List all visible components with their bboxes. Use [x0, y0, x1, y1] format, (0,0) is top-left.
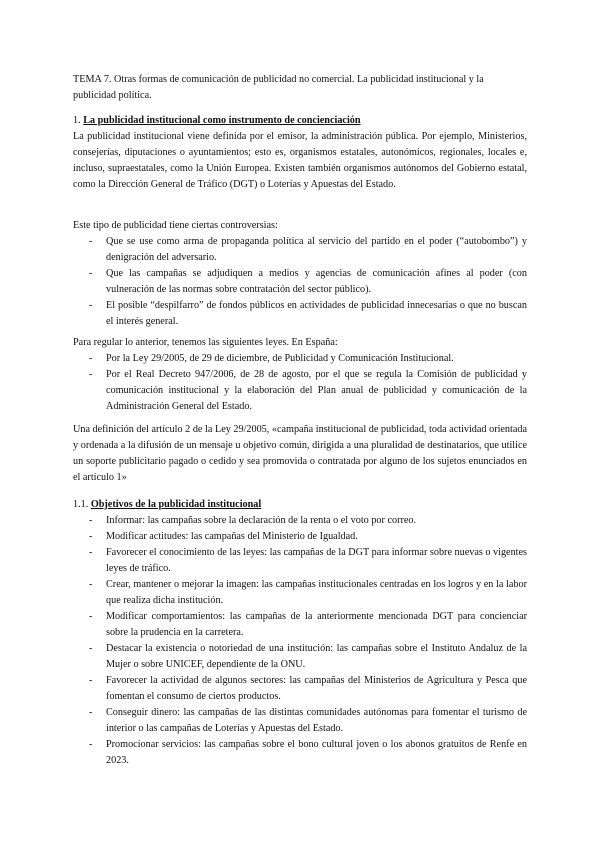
list-item — [73, 234, 527, 266]
controversies-lead — [73, 218, 527, 234]
laws-lead-text: Para regular lo anterior, tenemos las siguientes leyes. En España: — [73, 337, 338, 348]
list-item-text: Informar: las campañas sobre la declaración de la renta o el voto por correo. — [106, 515, 417, 526]
section-1-heading — [73, 113, 527, 129]
list-item-text: Que se use como arma de propaganda política al servicio del partido en el poder (“autobombo”) y denigración del adversario. — [106, 236, 527, 263]
bullet-dash: - — [89, 369, 93, 380]
bullet-dash: - — [89, 236, 93, 247]
section-1-1-heading — [73, 497, 527, 513]
definition-text: Una definición del artículo 2 de la Ley 29/2005, «campaña institucional de publicidad, toda actividad orientada y ordenada a la difusión de un mensaje u objetivo común, dirigida a una pluralidad de destinatarios, que utilice un soporte publicitario pagado o cedido y sea promovida o contratada por alguno de los sujetos enunciados en el artículo 1» — [73, 424, 527, 483]
section-1-number: 1. — [73, 115, 81, 126]
bullet-dash: - — [89, 611, 93, 622]
section-1-intro-text: La publicidad institucional viene definida por el emisor, la administración pública. Por ejemplo, Ministerios, consejerías, diputaciones o ayuntamientos; esto es, organismos estatales, autonómicos, regionales, locales e, incluso, supraestatales, como la Unión Europea. Existen también organismos autónomos del Gobierno estatal, como la Dirección General de Tráfico (DGT) o Loterías y Apuestas del Estado. — [73, 131, 527, 190]
list-item-text: Favorecer la actividad de algunos sectores: las campañas del Ministerios de Agricultura y Pesca que fomentan el consumo de ciertos productos. — [106, 675, 527, 702]
bullet-dash: - — [89, 643, 93, 654]
list-item-text: Promocionar servicios: las campañas sobre el bono cultural joven o los abonos gratuitos de Renfe en 2023. — [106, 739, 527, 766]
definition-paragraph — [73, 422, 527, 486]
list-item — [73, 609, 527, 641]
bullet-dash: - — [89, 707, 93, 718]
list-item — [73, 577, 527, 609]
bullet-dash: - — [89, 675, 93, 686]
list-item-text: Favorecer el conocimiento de las leyes: las campañas de la DGT para informar sobre nuevas o vigentes leyes de tráfico. — [106, 547, 527, 574]
list-item — [73, 529, 527, 545]
list-item — [73, 266, 527, 298]
list-item — [73, 737, 527, 769]
list-item — [73, 298, 527, 330]
list-item — [73, 351, 527, 367]
bullet-dash: - — [89, 579, 93, 590]
objectives-list — [73, 513, 527, 769]
list-item — [73, 641, 527, 673]
section-1-1-title: Objetivos de la publicidad institucional — [90, 499, 262, 510]
controversies-list — [73, 234, 527, 330]
list-item-text: Modificar actitudes: las campañas del Ministerio de Igualdad. — [106, 531, 358, 542]
list-item-text: El posible “despilfarro” de fondos públicos en actividades de publicidad innecesarias o que no buscan el interés general. — [106, 300, 527, 327]
bullet-dash: - — [89, 353, 93, 364]
list-item-text: Crear, mantener o mejorar la imagen: las campañas institucionales centradas en los logros y en la labor que realiza dicha institución. — [106, 579, 527, 606]
laws-list — [73, 351, 527, 415]
list-item — [73, 513, 527, 529]
section-1-intro — [73, 129, 527, 193]
bullet-dash: - — [89, 268, 93, 279]
bullet-dash: - — [89, 739, 93, 750]
bullet-dash: - — [89, 300, 93, 311]
list-item-text: Conseguir dinero: las campañas de las distintas comunidades autónomas para fomentar el turismo de interior o las campañas de Loterías y Apuestas del Estado. — [106, 707, 527, 734]
list-item-text: Que las campañas se adjudiquen a medios y agencias de comunicación afines al poder (con vulneración de las normas sobre contratación del sector público). — [106, 268, 527, 295]
document-header — [73, 72, 527, 104]
list-item-text: Por el Real Decreto 947/2006, de 28 de agosto, por el que se regula la Comisión de publicidad y comunicación institucional y la elaboración del Plan anual de publicidad y comunicación de la Administración General del Estado. — [106, 369, 527, 412]
bullet-dash: - — [89, 547, 93, 558]
list-item — [73, 367, 527, 415]
list-item-text: Modificar comportamientos: las campañas de la anteriormente mencionada DGT para concienciar sobre la prudencia en la carretera. — [106, 611, 527, 638]
controversies-lead-text: Este tipo de publicidad tiene ciertas controversias: — [73, 220, 278, 231]
list-item-text: Destacar la existencia o notoriedad de una institución: las campañas sobre el Instituto Andaluz de la Mujer o sobre UNICEF, dependiente de la ONU. — [106, 643, 527, 670]
bullet-dash: - — [89, 531, 93, 542]
section-1-title: La publicidad institucional como instrumento de concienciación — [83, 115, 361, 126]
laws-lead — [73, 335, 527, 351]
header-text: TEMA 7. Otras formas de comunicación de publicidad no comercial. La publicidad institucional y la publicidad política. — [73, 74, 484, 101]
section-1-1-number: 1.1. — [73, 499, 89, 510]
list-item — [73, 705, 527, 737]
list-item-text: Por la Ley 29/2005, de 29 de diciembre, de Publicidad y Comunicación Institucional. — [106, 353, 454, 364]
list-item — [73, 545, 527, 577]
bullet-dash: - — [89, 515, 93, 526]
list-item — [73, 673, 527, 705]
